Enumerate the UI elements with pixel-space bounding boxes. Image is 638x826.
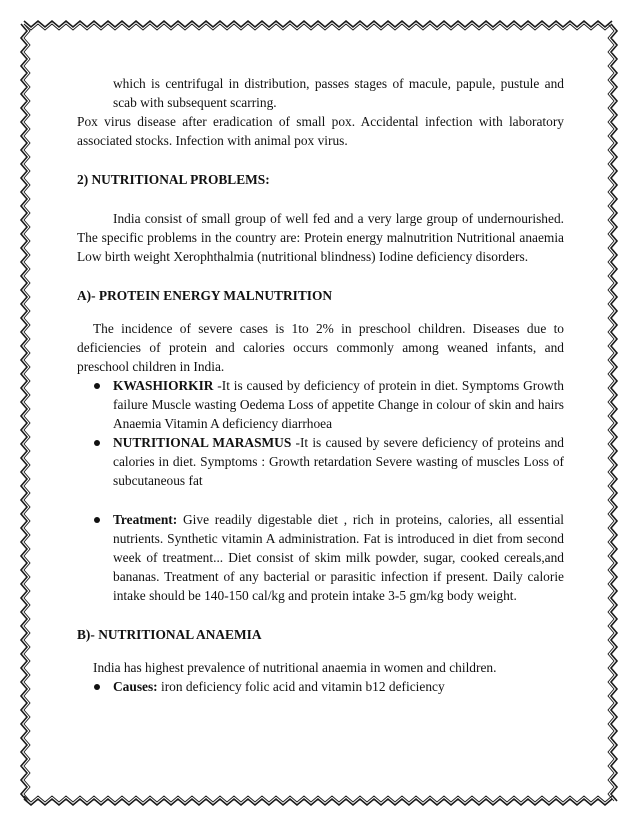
bullet-text: Give readily digestable diet , rich in proteins, calories, all essential nutrients. Synthetic vitamin A administration. Fat is introduced in diet from second week of treatment... Diet consist of skim milk powder, sugar, cooked cereals,and bananas. Treatment of any bacterial or parasitic infection if present. Daily calorie intake should be 140-150 cal/kg and protein intake 3-5 gm/kg body weight. (113, 512, 564, 603)
pox-virus-paragraph: Pox virus disease after eradication of small pox. Accidental infection with laboratory associated stocks. Infection with animal pox virus. (77, 114, 564, 148)
bullet-term: KWASHIORKIR (113, 378, 214, 393)
pox-continued-paragraph: which is centrifugal in distribution, passes stages of macule, papule, pustule and scab with subsequent scarring. (113, 76, 564, 110)
bullet-icon (94, 383, 100, 389)
list-item-kwashiorkor (77, 376, 564, 433)
pem-bullet-list (77, 376, 564, 490)
anaemia-intro-paragraph: India has highest prevalence of nutritional anaemia in women and children. (93, 660, 497, 675)
pem-intro-paragraph: The incidence of severe cases is 1to 2% in preschool children. Diseases due to deficiencies of protein and calories occurs commonly among weaned infants, and preschool children in India. (77, 321, 564, 374)
bullet-text: iron deficiency folic acid and vitamin b12 deficiency (157, 679, 445, 694)
page-content (77, 74, 564, 696)
bullet-term: Treatment: (113, 512, 178, 527)
bullet-icon (94, 684, 100, 690)
anaemia-bullet-list (77, 677, 564, 696)
bullet-text: -It is caused by deficiency of protein in diet. Symptoms Growth failure Muscle wasting Oedema Loss of appetite Change in colour of skin and hairs Anaemia Vitamin A deficiency diarrhoea (113, 378, 564, 431)
bullet-term: Causes: (113, 679, 158, 694)
bullet-term: NUTRITIONAL MARASMUS (113, 435, 292, 450)
list-item-marasmus (77, 433, 564, 490)
nutritional-problems-paragraph: India consist of small group of well fed and a very large group of undernourished. The specific problems in the country are: Protein energy malnutrition Nutritional anaemia Low birth weight Xerophthalmia (nutritional blindness) Iodine deficiency disorders. (77, 211, 564, 264)
treatment-list (77, 510, 564, 605)
list-item-treatment (77, 510, 564, 605)
pem-heading: A)- PROTEIN ENERGY MALNUTRITION (77, 288, 333, 303)
bullet-icon (94, 517, 100, 523)
nutritional-problems-heading: 2) NUTRITIONAL PROBLEMS: (77, 172, 270, 187)
bullet-text: -It is caused by severe deficiency of proteins and calories in diet. Symptoms : Growth retardation Severe wasting of muscles Loss of subcutaneous fat (113, 435, 564, 488)
list-item-causes (77, 677, 564, 696)
anaemia-heading: B)- NUTRITIONAL ANAEMIA (77, 627, 262, 642)
bullet-icon (94, 440, 100, 446)
